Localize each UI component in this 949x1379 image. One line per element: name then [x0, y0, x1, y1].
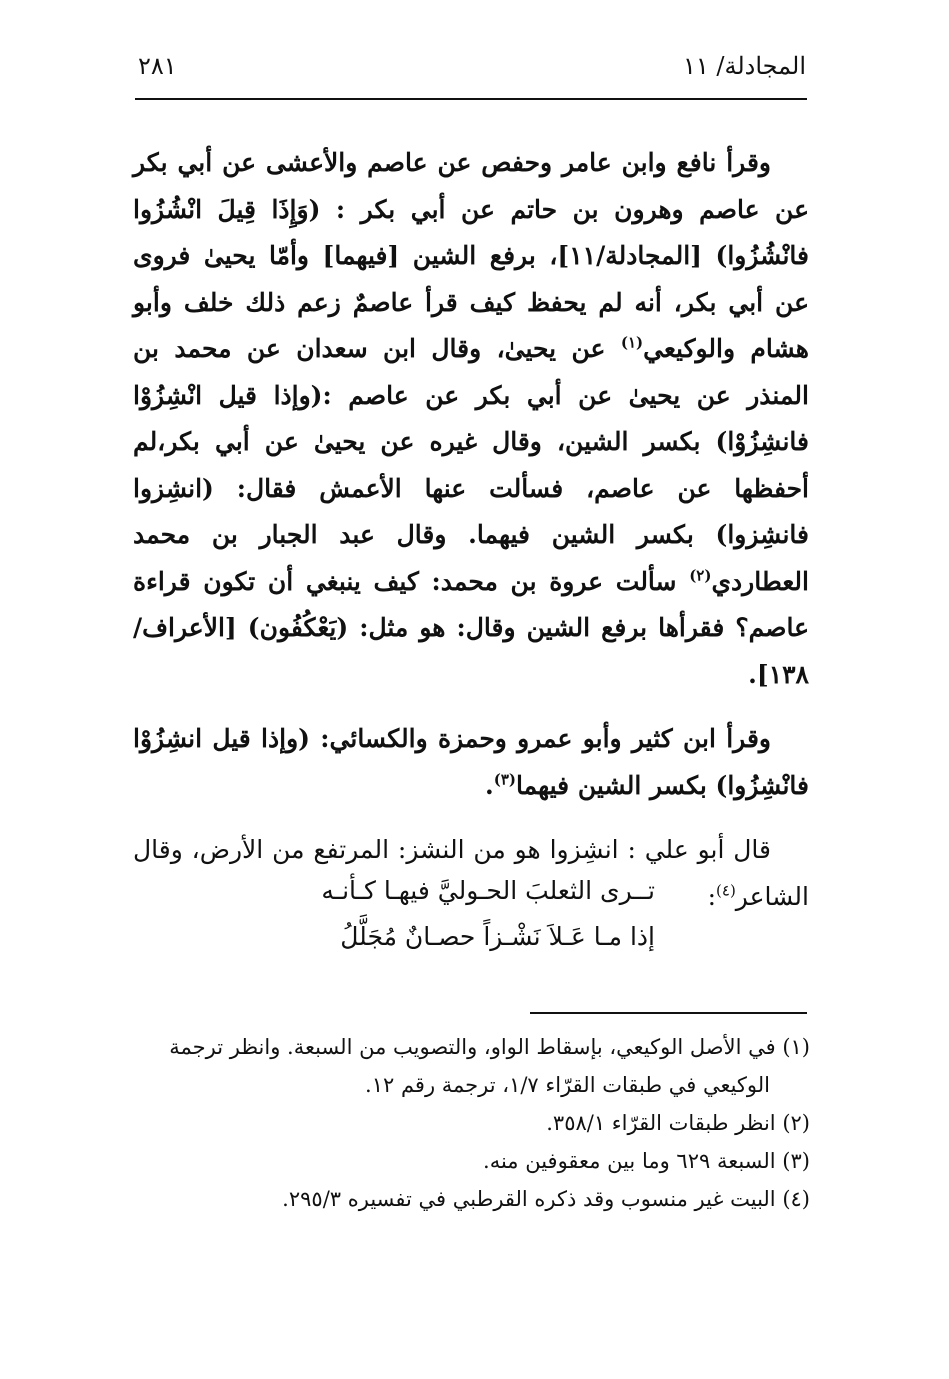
paragraph-text: قال أبو علي : انشِزوا هو من النشز: المرتفع من الأرض، وقال الشاعر — [133, 835, 809, 911]
footnote-text-cont: الوكيعي في طبقات القرّاء ١/٧، ترجمة رقم ١٢. — [365, 1073, 770, 1097]
page-number: ٢٨١ — [138, 52, 177, 80]
footnote-ref-2: (٢) — [689, 566, 712, 585]
main-text — [133, 140, 809, 920]
paragraph-text-end: سألت عروة بن محمد: كيف ينبغي أن تكون قراءة عاصم؟ فقرأها برفع الشين وقال: هو مثل: (يَعْكُفُون) [الأعراف/١٣٨]. — [133, 566, 809, 689]
footnote-rule — [530, 1012, 807, 1014]
verse-second-hemistich: إذا مـا عَـلاَ نَشْـزاً حصـانٌ مُجَلَّلُ — [340, 922, 655, 951]
section-reference: المجادلة/ ١١ — [682, 52, 806, 80]
paragraph-text-end: : — [707, 881, 717, 911]
paragraph-text-cont: عن يحيىٰ، وقال ابن سعدان عن محمد بن المنذر عن يحيىٰ عن أبي بكر عن عاصم :(وإذا قيل انْشِزُوْا فانشِزُوْا) بكسر الشين، وقال غيره عن يحيىٰ عن أبي بكر،لم أحفظها عن عاصم، فسألت عنها الأعمش فقال: (انشِزوا فانشِزوا) بكسر الشين فيهما. وقال عبد الجبار بن محمد العطاردي — [133, 334, 809, 596]
footnote-4 — [135, 1180, 810, 1218]
footnote-ref-1: (١) — [620, 333, 644, 352]
header-rule — [135, 98, 807, 100]
paragraph-text-end: . — [485, 770, 494, 800]
footnote-ref-4: (٤) — [716, 881, 736, 900]
footnote-text: (٢) انظر طبقات القرّاء ٣٥٨/١. — [546, 1111, 810, 1135]
footnote-text: (٣) السبعة ٦٢٩ وما بين معقوفين منه. — [483, 1149, 810, 1173]
paragraph-readings-2 — [133, 716, 809, 809]
footnote-2 — [135, 1104, 810, 1142]
poetry-verse — [190, 868, 810, 960]
footnote-1 — [135, 1028, 810, 1104]
footnotes — [135, 1028, 810, 1218]
running-head — [138, 52, 806, 96]
paragraph-readings-1 — [133, 140, 809, 698]
footnote-3 — [135, 1142, 810, 1180]
paragraph-text: وقرأ نافع وابن عامر وحفص عن عاصم والأعشى عن أبي بكر عن عاصم وهرون بن حاتم عن أبي بكر : (وَإِذَا قِيلَ انْشُزُوا فانْشُزُوا) [المجادلة/١١]، برفع الشين [فيهما] وأمّا يحيىٰ فروى عن أبي بكر، أنه لم يحفظ كيف قرأ عاصمٌ زعم ذلك خلف وأبو هشام والوكيعي — [133, 148, 810, 363]
footnote-text: (٤) البيت غير منسوب وقد ذكره القرطبي في تفسيره ٢٩٥/٣. — [282, 1187, 810, 1211]
footnote-text: (١) في الأصل الوكيعي، بإسقاط الواو، والتصويب من السبعة. وانظر ترجمة — [169, 1035, 810, 1059]
footnote-ref-3: (٣) — [493, 770, 517, 789]
verse-first-hemistich: تــرى الثعلبَ الحـوليَّ فيهـا كـأنـه — [321, 876, 655, 905]
paragraph-text: وقرأ ابن كثير وأبو عمرو وحمزة والكسائي: (وإذا قيل انشِزُوْا فانْشِزُوا) بكسر الشين فيهما — [133, 724, 809, 800]
